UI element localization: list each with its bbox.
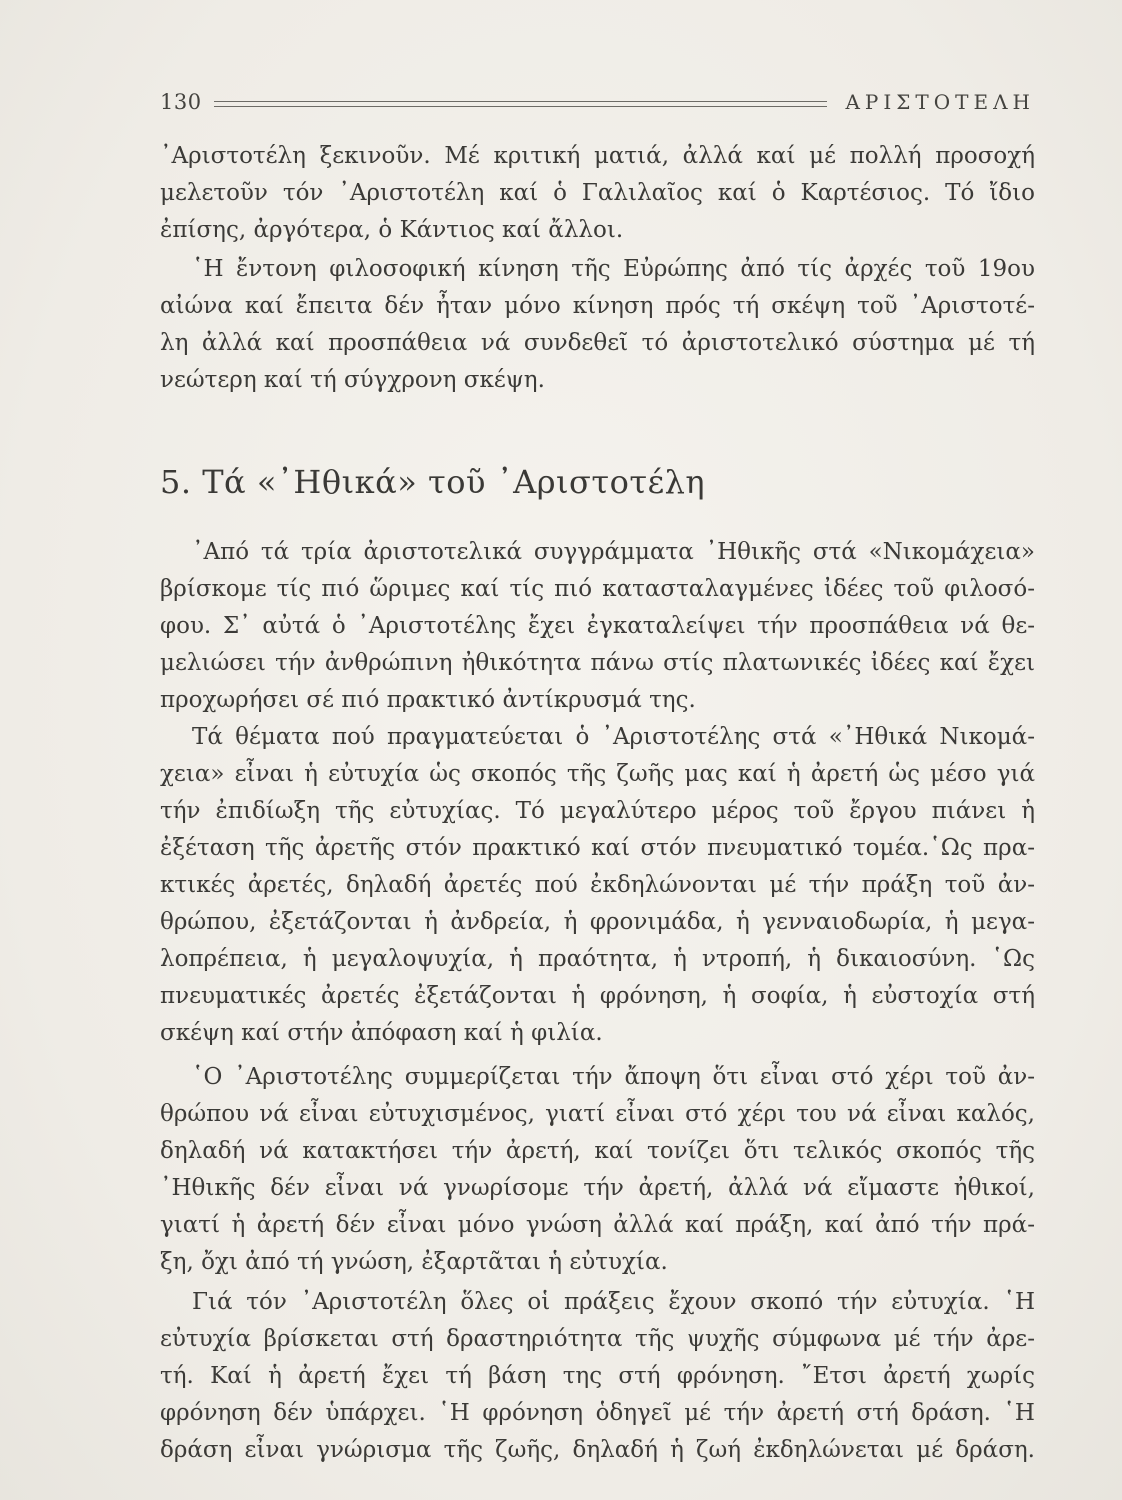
text-line: δράση εἶναι γνώρισμα τῆς ζωῆς, δηλαδή ἡ ζωή ἐκδηλώνεται μέ δράση.: [160, 1437, 1035, 1463]
page-number: 130: [160, 90, 202, 114]
paragraph: [160, 1059, 1035, 1281]
text-line: Τά θέματα πού πραγματεύεται ὁ ᾿Αριστοτέλης στά «᾿Ηθικά Νικομά-: [192, 724, 1035, 750]
text-line: Γιά τόν ᾿Αριστοτέλη ὅλες οἱ πράξεις ἔχουν σκοπό τήν εὐτυχία. ῾Η: [192, 1289, 1035, 1315]
text-line: ἐξέταση τῆς ἀρετῆς στόν πρακτικό καί στόν πνευματικό τομέα.῾Ως πρα-: [160, 835, 1035, 861]
text-line: πνευματικές ἀρετές ἐξετάζονται ἡ φρόνηση, ἡ σοφία, ἡ εὐστοχία στή: [160, 983, 1035, 1009]
text-line: τήν ἐπιδίωξη τῆς εὐτυχίας. Τό μεγαλύτερο μέρος τοῦ ἔργου πιάνει ἡ: [160, 798, 1035, 824]
text-line: προχωρήσει σέ πιό πρακτικό ἀντίκρυσμά της.: [160, 687, 696, 713]
text-line: λοπρέπεια, ἡ μεγαλοψυχία, ἡ πραότητα, ἡ ντροπή, ἡ δικαιοσύνη. ῾Ως: [160, 946, 1035, 972]
text-line: ξη, ὄχι ἀπό τή γνώση, ἐξαρτᾶται ἡ εὐτυχία.: [160, 1249, 668, 1275]
paragraph: [160, 719, 1035, 1052]
paragraph: [160, 534, 1035, 719]
paragraph: [160, 138, 1035, 249]
running-head: ΑΡΙΣΤΟΤΕΛΗ: [845, 90, 1035, 114]
text-line: σκέψη καί στήν ἀπόφαση καί ἡ φιλία.: [160, 1020, 603, 1046]
text-line: ᾿Αριστοτέλη ξεκινοῦν. Μέ κριτική ματιά, ἀλλά καί μέ πολλή προσοχή: [160, 143, 1035, 169]
paragraph: [160, 1284, 1035, 1469]
text-line: ῾Η ἔντονη φιλοσοφική κίνηση τῆς Εὐρώπης ἀπό τίς ἀρχές τοῦ 19ου: [192, 256, 1035, 282]
text-line: θρώπου, ἐξετάζονται ἡ ἀνδρεία, ἡ φρονιμάδα, ἡ γενναιοδωρία, ἡ μεγα-: [160, 909, 1035, 935]
text-line: δηλαδή νά κατακτήσει τήν ἀρετή, καί τονίζει ὅτι τελικός σκοπός τῆς: [160, 1138, 1035, 1164]
text-line: ἐπίσης, ἀργότερα, ὁ Κάντιος καί ἄλλοι.: [160, 217, 624, 243]
text-line: μελιώσει τήν ἀνθρώπινη ἠθικότητα πάνω στίς πλατωνικές ἰδέες καί ἔχει: [160, 650, 1035, 676]
text-line: νεώτερη καί τή σύγχρονη σκέψη.: [160, 367, 545, 393]
text-line: κτικές ἀρετές, δηλαδή ἀρετές πού ἐκδηλώνονται μέ τήν πράξη τοῦ ἀν-: [160, 872, 1035, 898]
text-line: εὐτυχία βρίσκεται στή δραστηριότητα τῆς ψυχῆς σύμφωνα μέ τήν ἀρε-: [160, 1326, 1035, 1352]
text-line: αἰώνα καί ἔπειτα δέν ἦταν μόνο κίνηση πρός τή σκέψη τοῦ ᾿Αριστοτέ-: [160, 293, 1035, 319]
text-line: φρόνηση δέν ὑπάρχει. ῾Η φρόνηση ὁδηγεῖ μέ τήν ἀρετή στή δράση. ῾Η: [160, 1400, 1035, 1426]
text-line: ᾿Ηθικῆς δέν εἶναι νά γνωρίσομε τήν ἀρετή, ἀλλά νά εἴμαστε ἠθικοί,: [160, 1175, 1035, 1201]
text-line: φου. Σ᾿ αὐτά ὁ ᾿Αριστοτέλης ἔχει ἐγκαταλείψει τήν προσπάθεια νά θε-: [160, 613, 1035, 639]
text-line: γιατί ἡ ἀρετή δέν εἶναι μόνο γνώση ἀλλά καί πράξη, καί ἀπό τήν πρά-: [160, 1212, 1035, 1238]
paragraph: [160, 251, 1035, 399]
text-line: θρώπου νά εἶναι εὐτυχισμένος, γιατί εἶναι στό χέρι του νά εἶναι καλός,: [160, 1101, 1035, 1127]
text-line: μελετοῦν τόν ᾿Αριστοτέλη καί ὁ Γαλιλαῖος καί ὁ Καρτέσιος. Τό ἴδιο: [160, 180, 1035, 206]
header-double-rule: [214, 101, 828, 107]
page-header: [160, 84, 1035, 120]
text-line: λη ἀλλά καί προσπάθεια νά συνδεθεῖ τό ἀριστοτελικό σύστημα μέ τή: [160, 330, 1035, 356]
text-line: βρίσκομε τίς πιό ὥριμες καί τίς πιό κατασταλαγμένες ἰδέες τοῦ φιλοσό-: [160, 576, 1035, 602]
text-line: ᾿Από τά τρία ἀριστοτελικά συγγράμματα ᾿Ηθικῆς στά «Νικομάχεια»: [192, 539, 1035, 565]
text-line: χεια» εἶναι ἡ εὐτυχία ὡς σκοπός τῆς ζωῆς μας καί ἡ ἀρετή ὡς μέσο γιά: [160, 761, 1035, 787]
section-heading: 5. Τά «᾿Ηθικά» τοῦ ᾿Αριστοτέλη: [160, 463, 706, 501]
text-line: τή. Καί ἡ ἀρετή ἔχει τή βάση της στή φρόνηση. ῎Ετσι ἀρετή χωρίς: [160, 1363, 1035, 1389]
text-line: ῾Ο ᾿Αριστοτέλης συμμερίζεται τήν ἄποψη ὅτι εἶναι στό χέρι τοῦ ἀν-: [192, 1064, 1035, 1090]
